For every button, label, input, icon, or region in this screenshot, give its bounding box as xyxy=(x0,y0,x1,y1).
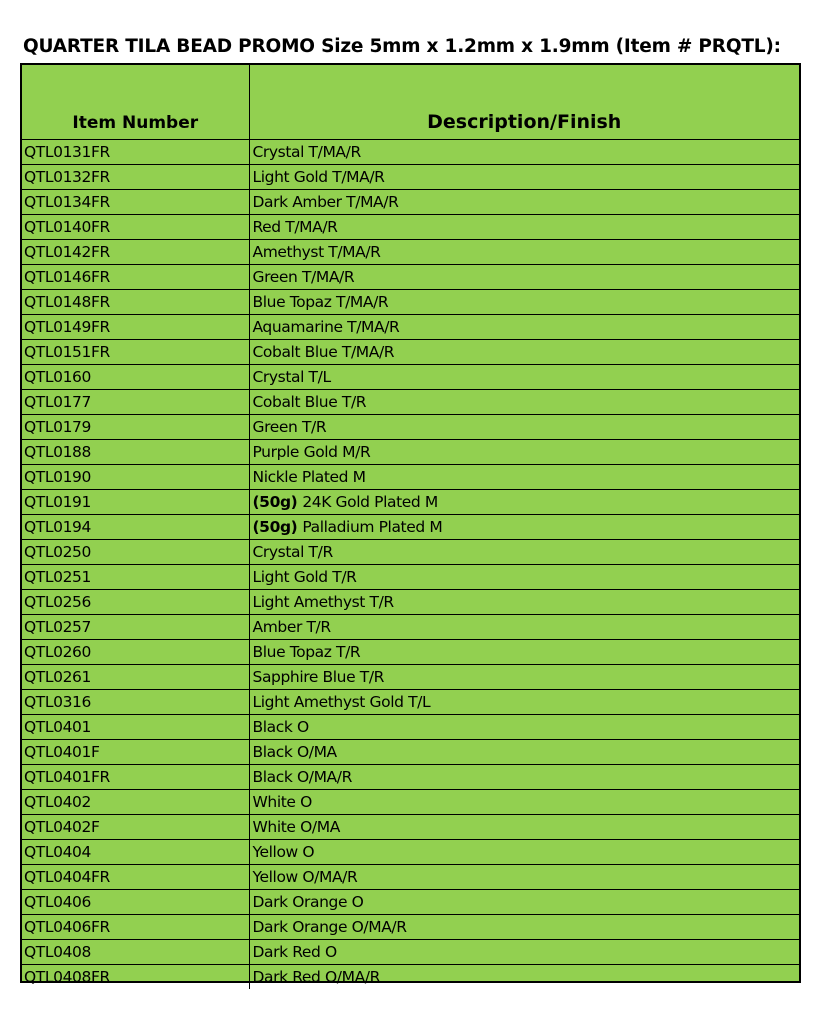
description-cell xyxy=(249,865,799,890)
table-row xyxy=(22,715,799,740)
table-row xyxy=(22,615,799,640)
description-text: Black O xyxy=(252,718,309,736)
item-number-cell: QTL0402F xyxy=(22,815,249,840)
description-cell xyxy=(249,140,799,165)
description-text: Black O/MA xyxy=(252,743,337,761)
item-number-cell: QTL0408 xyxy=(22,940,249,965)
description-text: Crystal T/R xyxy=(252,543,333,561)
description-cell xyxy=(249,465,799,490)
table-body xyxy=(22,140,799,990)
item-number-cell: QTL0188 xyxy=(22,440,249,465)
item-number-cell: QTL0134FR xyxy=(22,190,249,215)
table-row xyxy=(22,290,799,315)
table-row xyxy=(22,865,799,890)
table-row xyxy=(22,240,799,265)
item-number-cell: QTL0257 xyxy=(22,615,249,640)
table-row xyxy=(22,815,799,840)
description-cell xyxy=(249,290,799,315)
item-number-cell: QTL0316 xyxy=(22,690,249,715)
item-number-cell: QTL0179 xyxy=(22,415,249,440)
item-number-cell: QTL0140FR xyxy=(22,215,249,240)
table-row xyxy=(22,665,799,690)
table-row xyxy=(22,590,799,615)
table-row xyxy=(22,315,799,340)
description-text: Light Gold T/R xyxy=(252,568,357,586)
item-number-header: Item Number xyxy=(22,65,249,140)
item-number-cell: QTL0146FR xyxy=(22,265,249,290)
item-number-cell: QTL0401F xyxy=(22,740,249,765)
page-title: QUARTER TILA BEAD PROMO Size 5mm x 1.2mm x 1.9mm (Item # PRQTL): xyxy=(23,36,781,57)
description-cell xyxy=(249,340,799,365)
item-number-cell: QTL0160 xyxy=(22,365,249,390)
table-row xyxy=(22,915,799,940)
description-text: Amethyst T/MA/R xyxy=(252,243,381,261)
description-cell xyxy=(249,640,799,665)
table-row xyxy=(22,165,799,190)
description-cell xyxy=(249,715,799,740)
description-text: Light Amethyst T/R xyxy=(252,593,394,611)
table-row xyxy=(22,440,799,465)
description-text: Crystal T/MA/R xyxy=(252,143,361,161)
item-number-cell: QTL0406 xyxy=(22,890,249,915)
table-row xyxy=(22,340,799,365)
table-row xyxy=(22,190,799,215)
table-row xyxy=(22,390,799,415)
description-cell xyxy=(249,965,799,990)
item-number-cell: QTL0402 xyxy=(22,790,249,815)
description-cell xyxy=(249,365,799,390)
description-cell xyxy=(249,790,799,815)
item-number-cell: QTL0250 xyxy=(22,540,249,565)
description-text: Dark Orange O/MA/R xyxy=(252,918,407,936)
weight-prefix: (50g) xyxy=(252,493,298,511)
description-text: Crystal T/L xyxy=(252,368,331,386)
table-row xyxy=(22,765,799,790)
description-cell xyxy=(249,690,799,715)
description-text: 24K Gold Plated M xyxy=(302,493,438,511)
table-row xyxy=(22,490,799,515)
description-cell xyxy=(249,440,799,465)
description-cell xyxy=(249,390,799,415)
table-row xyxy=(22,740,799,765)
description-cell xyxy=(249,565,799,590)
table-row xyxy=(22,265,799,290)
description-text: Green T/MA/R xyxy=(252,268,355,286)
description-cell xyxy=(249,590,799,615)
table-row xyxy=(22,640,799,665)
product-table xyxy=(20,63,801,986)
description-cell xyxy=(249,515,799,540)
description-text: Light Amethyst Gold T/L xyxy=(252,693,431,711)
description-text: Cobalt Blue T/R xyxy=(252,393,367,411)
description-cell xyxy=(249,740,799,765)
item-number-cell: QTL0261 xyxy=(22,665,249,690)
item-number-cell: QTL0148FR xyxy=(22,290,249,315)
description-cell xyxy=(249,765,799,790)
item-number-cell: QTL0191 xyxy=(22,490,249,515)
description-text: Black O/MA/R xyxy=(252,768,352,786)
weight-prefix: (50g) xyxy=(252,518,298,536)
description-text: Dark Orange O xyxy=(252,893,364,911)
table-row xyxy=(22,840,799,865)
item-number-cell: QTL0177 xyxy=(22,390,249,415)
description-text: Purple Gold M/R xyxy=(252,443,371,461)
description-text: Blue Topaz T/R xyxy=(252,643,361,661)
item-number-cell: QTL0142FR xyxy=(22,240,249,265)
item-number-cell: QTL0401 xyxy=(22,715,249,740)
description-cell xyxy=(249,940,799,965)
description-text: Dark Amber T/MA/R xyxy=(252,193,399,211)
description-text: Dark Red O xyxy=(252,943,337,961)
description-text: Cobalt Blue T/MA/R xyxy=(252,343,395,361)
product-table-grid xyxy=(22,65,799,989)
item-number-cell: QTL0251 xyxy=(22,565,249,590)
item-number-cell: QTL0260 xyxy=(22,640,249,665)
item-number-cell: QTL0408FR xyxy=(22,965,249,990)
description-cell xyxy=(249,540,799,565)
description-cell xyxy=(249,240,799,265)
item-number-cell: QTL0190 xyxy=(22,465,249,490)
table-row xyxy=(22,415,799,440)
description-text: Red T/MA/R xyxy=(252,218,338,236)
description-cell xyxy=(249,315,799,340)
description-text: Aquamarine T/MA/R xyxy=(252,318,400,336)
table-row xyxy=(22,140,799,165)
description-text: Blue Topaz T/MA/R xyxy=(252,293,389,311)
description-text: Sapphire Blue T/R xyxy=(252,668,385,686)
item-number-cell: QTL0149FR xyxy=(22,315,249,340)
description-cell xyxy=(249,915,799,940)
item-number-cell: QTL0404 xyxy=(22,840,249,865)
description-text: White O/MA xyxy=(252,818,340,836)
table-row xyxy=(22,890,799,915)
description-header: Description/Finish xyxy=(249,65,799,140)
item-number-cell: QTL0151FR xyxy=(22,340,249,365)
table-row xyxy=(22,940,799,965)
table-row xyxy=(22,365,799,390)
description-cell xyxy=(249,265,799,290)
table-row xyxy=(22,515,799,540)
table-row xyxy=(22,965,799,990)
table-row xyxy=(22,215,799,240)
item-number-cell: QTL0132FR xyxy=(22,165,249,190)
description-cell xyxy=(249,490,799,515)
table-row xyxy=(22,690,799,715)
description-text: Light Gold T/MA/R xyxy=(252,168,385,186)
description-cell xyxy=(249,840,799,865)
description-cell xyxy=(249,215,799,240)
description-cell xyxy=(249,815,799,840)
description-cell xyxy=(249,890,799,915)
description-cell xyxy=(249,665,799,690)
item-number-cell: QTL0131FR xyxy=(22,140,249,165)
table-row xyxy=(22,790,799,815)
description-text: Nickle Plated M xyxy=(252,468,366,486)
description-text: Amber T/R xyxy=(252,618,331,636)
description-text: Palladium Plated M xyxy=(302,518,443,536)
description-text: White O xyxy=(252,793,312,811)
item-number-cell: QTL0401FR xyxy=(22,765,249,790)
table-row xyxy=(22,465,799,490)
description-cell xyxy=(249,190,799,215)
description-text: Yellow O xyxy=(252,843,315,861)
item-number-cell: QTL0256 xyxy=(22,590,249,615)
table-header-row xyxy=(22,65,799,140)
table-row xyxy=(22,540,799,565)
description-text: Yellow O/MA/R xyxy=(252,868,358,886)
item-number-cell: QTL0406FR xyxy=(22,915,249,940)
description-text: Green T/R xyxy=(252,418,327,436)
description-cell xyxy=(249,165,799,190)
item-number-cell: QTL0404FR xyxy=(22,865,249,890)
description-cell xyxy=(249,615,799,640)
item-number-cell: QTL0194 xyxy=(22,515,249,540)
description-cell xyxy=(249,415,799,440)
table-row xyxy=(22,565,799,590)
description-text: Dark Red O/MA/R xyxy=(252,968,380,986)
